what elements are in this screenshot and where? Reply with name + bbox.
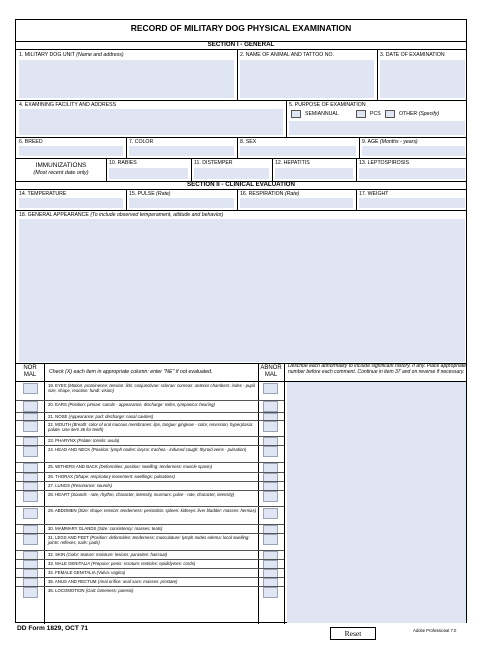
normal-checkbox[interactable] xyxy=(23,534,38,545)
examining-facility-field[interactable] xyxy=(19,109,283,135)
field-9-label: 9. AGE (Months - years) xyxy=(362,139,418,145)
eval-item-number: 23. PHARYNX xyxy=(48,438,76,443)
animal-name-tattoo-field[interactable] xyxy=(240,60,374,98)
eval-item-label xyxy=(48,552,258,557)
field-1-label: 1. MILITARY DOG UNIT (Name and address) xyxy=(19,52,124,58)
eval-item-hint: (Position: pinnae: canals - appearance, discharge: miles, tympanica: hearing) xyxy=(68,402,215,407)
normal-checkbox[interactable] xyxy=(23,401,38,412)
eval-item-label xyxy=(48,474,258,479)
distemper-field[interactable] xyxy=(194,168,269,179)
eval-item-label xyxy=(48,402,258,407)
semiannual-label: SEMIANNUAL xyxy=(305,111,339,117)
form-id: DD Form 1829, OCT 71 xyxy=(17,625,89,632)
eval-item-number: 32. SKIN xyxy=(48,552,66,557)
field-7-label: 7. COLOR xyxy=(129,139,154,145)
eval-item-hint: (Vulva: vagina) xyxy=(96,570,126,575)
eval-row xyxy=(16,445,287,462)
age-field[interactable] xyxy=(362,146,465,156)
eval-item-hint: (Breath: color of oral mucous membranes: lips, tongue: gingivae - color, recession, hyperplasia: palate. Use item 36 for teeth) xyxy=(48,422,254,432)
abnormal-checkbox[interactable] xyxy=(263,421,278,432)
eval-item-label xyxy=(48,535,258,545)
eval-item-number: 31. LEGS AND FEET xyxy=(48,535,89,540)
respiration-field[interactable] xyxy=(240,198,353,208)
eval-item-number: 35. ANUS AND RECTUM xyxy=(48,579,97,584)
abnormality-description-field[interactable] xyxy=(287,382,466,623)
eval-item-hint: (Shape: respiratory movement: swellings: pulsations) xyxy=(74,474,175,479)
section-1-header: SECTION I - GENERAL xyxy=(207,41,275,48)
abnormal-checkbox[interactable] xyxy=(263,401,278,412)
eval-item-number: 30. MAMMARY GLANDS xyxy=(48,526,97,531)
reset-button[interactable]: Reset xyxy=(330,627,376,640)
eval-item-hint: (Color: texture: moisture: lesions: parasites: haircoat) xyxy=(66,552,168,557)
field-8-label: 8. SEX xyxy=(240,139,257,145)
eval-item-hint: (Deformities: position: swelling: tenderness: muscle spasm) xyxy=(99,464,213,469)
immunizations-title: IMMUNIZATIONS xyxy=(35,162,87,169)
form-title: RECORD OF MILITARY DOG PHYSICAL EXAMINATION xyxy=(130,23,352,33)
eval-item-hint: (Anal orifice: anal sacs: masses: prostate) xyxy=(97,579,178,584)
field-15-label: 15. PULSE (Rate) xyxy=(129,191,171,197)
eval-item-hint: (Gait: lameness: paresis) xyxy=(85,588,134,593)
eval-row xyxy=(16,436,287,445)
field-11-label: 11. DISTEMPER xyxy=(194,160,233,166)
eval-item-hint: (Position: deformities: tenderness: musculature: lymph nodes edema: local swelling: joints: reflexes, nails: pads) xyxy=(48,535,250,545)
eval-row xyxy=(16,472,287,481)
other-checkbox[interactable] xyxy=(385,110,395,118)
abnormal-checkbox[interactable] xyxy=(263,491,278,502)
temperature-field[interactable] xyxy=(19,198,123,208)
hepatitis-field[interactable] xyxy=(275,168,353,179)
semiannual-checkbox[interactable] xyxy=(291,110,301,118)
eval-row xyxy=(16,533,287,550)
eval-item-number: 19. EYES xyxy=(48,383,67,388)
eval-item-label xyxy=(48,570,258,575)
eval-item-label xyxy=(48,464,258,469)
eval-item-hint: (Size: consistency: masses: teats) xyxy=(97,526,163,531)
eval-item-label xyxy=(48,438,258,443)
weight-field[interactable] xyxy=(359,198,465,208)
eval-row xyxy=(16,481,287,490)
eval-item-label xyxy=(48,561,258,566)
abnormal-column-header: ABNOR MAL xyxy=(260,365,282,378)
eval-item-label xyxy=(48,579,258,584)
eval-item-number: 34. FEMALE GENITALIA xyxy=(48,570,96,575)
eval-item-number: 25. WITHERS AND BACK xyxy=(48,464,98,469)
field-5-label: 5. PURPOSE OF EXAMINATION xyxy=(289,102,366,108)
eval-item-number: 29. ABDOMEN xyxy=(48,508,77,513)
field-2-label: 2. NAME OF ANIMAL AND TATTOO NO. xyxy=(240,52,334,58)
eval-row xyxy=(16,568,287,577)
color-field[interactable] xyxy=(129,146,234,156)
normal-column-header: NOR MAL xyxy=(23,365,37,378)
eval-row xyxy=(16,559,287,568)
field-18-label: 18. GENERAL APPEARANCE (To include observed temperament, attitude and behavior) xyxy=(19,212,224,218)
software-note: Adobe Professional 7.0 xyxy=(413,628,457,633)
section-2-header: SECTION II - CLINICAL EVALUATION xyxy=(187,181,295,188)
eval-instruction: Check (X) each item in appropriate column: enter "NE" if not evaluated. xyxy=(49,369,213,375)
eval-row xyxy=(16,412,287,420)
eval-item-hint: (Prepuce: penis: scrotum: testicles: epididymes: cords) xyxy=(91,561,196,566)
abnormal-checkbox[interactable] xyxy=(263,383,278,394)
abnormal-checkbox[interactable] xyxy=(263,587,278,598)
field-16-label: 16. RESPIRATION (Rate) xyxy=(240,191,300,197)
normal-checkbox[interactable] xyxy=(23,421,38,432)
exam-date-field[interactable] xyxy=(380,60,465,98)
eval-item-number: 20. EARS xyxy=(48,402,67,407)
eval-item-number: 33. MALE GENITALIA xyxy=(48,561,90,566)
pcs-label: PCS xyxy=(370,111,381,117)
eval-item-hint: (Position: lymph nodes: larynx: trachea - induced cough: thyroid veins - pulsation) xyxy=(91,447,247,452)
eval-item-label xyxy=(48,588,258,593)
field-6-label: 6. BREED xyxy=(19,139,43,145)
eval-row xyxy=(16,577,287,586)
eval-row xyxy=(16,550,287,559)
eval-item-label xyxy=(48,414,258,419)
eval-item-number: 26. THORAX xyxy=(48,474,73,479)
field-14-label: 14. TEMPERATURE xyxy=(19,191,67,197)
field-12-label: 12. HEPATITIS xyxy=(275,160,310,166)
eval-item-number: 36. LOCOMOTION xyxy=(48,588,85,593)
normal-checkbox[interactable] xyxy=(23,446,38,457)
eval-row xyxy=(16,400,287,412)
describe-instruction: Describe each abnormality to include significant history. If any. Place appropriate number before each comment. Continue in item 37 and on reverse if necessary. xyxy=(288,363,466,375)
field-10-label: 10. RABIES xyxy=(109,160,137,166)
eval-item-hint: (Size: shape: tension: tenderness: peristalsis: spleen: kidneys: liver bladder: masses: hernias) xyxy=(77,508,257,513)
pulse-field[interactable] xyxy=(129,198,234,208)
normal-checkbox[interactable] xyxy=(23,491,38,502)
eval-item-label xyxy=(48,492,258,497)
eval-item-hint: (Motion: prominence: tension: lids: conjunctivae: sclerae: corneas: anterior chambers: irides - pupil size, shape, reaction: fundi: vision) xyxy=(48,383,255,393)
eval-row xyxy=(16,490,287,506)
exam-form xyxy=(15,19,467,623)
leptospirosis-field[interactable] xyxy=(359,168,465,179)
eval-item-number: 27. LUNGS xyxy=(48,483,70,488)
eval-item-label xyxy=(48,526,258,531)
eval-item-label xyxy=(48,483,258,488)
eval-item-hint: (Sounds - rate, rhythm, character, intensity, murmurs: pulse - rate, character, intensity) xyxy=(70,492,235,497)
eval-item-label xyxy=(48,447,258,452)
eval-row xyxy=(16,506,287,524)
rabies-field[interactable] xyxy=(109,168,188,179)
abnormal-checkbox[interactable] xyxy=(263,534,278,545)
eval-row xyxy=(16,420,287,436)
general-appearance-field[interactable] xyxy=(19,219,465,362)
other-label: OTHER (Specify) xyxy=(399,111,440,117)
eval-item-label xyxy=(48,383,258,393)
field-3-label: 3. DATE OF EXAMINATION xyxy=(380,52,445,58)
abnormal-checkbox[interactable] xyxy=(263,508,278,519)
field-17-label: 17. WEIGHT xyxy=(359,191,389,197)
normal-checkbox[interactable] xyxy=(23,508,38,519)
eval-item-hint: (Appearance: pad: discharge: nasal cavities) xyxy=(68,414,154,419)
eval-item-label xyxy=(48,508,258,513)
field-13-label: 13. LEPTOSPIROSIS xyxy=(359,160,410,166)
normal-checkbox[interactable] xyxy=(23,587,38,598)
eval-item-label xyxy=(48,422,258,432)
abnormal-checkbox[interactable] xyxy=(263,446,278,457)
eval-row xyxy=(16,524,287,533)
eval-row xyxy=(16,586,287,595)
eval-item-hint: (Resonance: sounds) xyxy=(71,483,113,488)
eval-row xyxy=(16,381,287,400)
sex-field[interactable] xyxy=(240,146,356,156)
eval-item-number: 24. HEAD AND NECK xyxy=(48,447,91,452)
pcs-checkbox[interactable] xyxy=(356,110,366,118)
other-specify-field[interactable] xyxy=(289,121,465,135)
immunizations-subtitle: (Most recent date only) xyxy=(33,170,89,176)
eval-item-number: 28. HEART xyxy=(48,492,70,497)
eval-row xyxy=(16,462,287,472)
military-dog-unit-field[interactable] xyxy=(19,60,234,98)
eval-item-number: 22. MOUTH xyxy=(48,422,71,427)
normal-checkbox[interactable] xyxy=(23,383,38,394)
field-4-label: 4. EXAMINING FACILITY AND ADDRESS xyxy=(19,102,117,108)
breed-field[interactable] xyxy=(19,146,123,156)
eval-item-number: 21. NOSE xyxy=(48,414,68,419)
eval-item-hint: (Palate: tonsils: uvula) xyxy=(77,438,120,443)
